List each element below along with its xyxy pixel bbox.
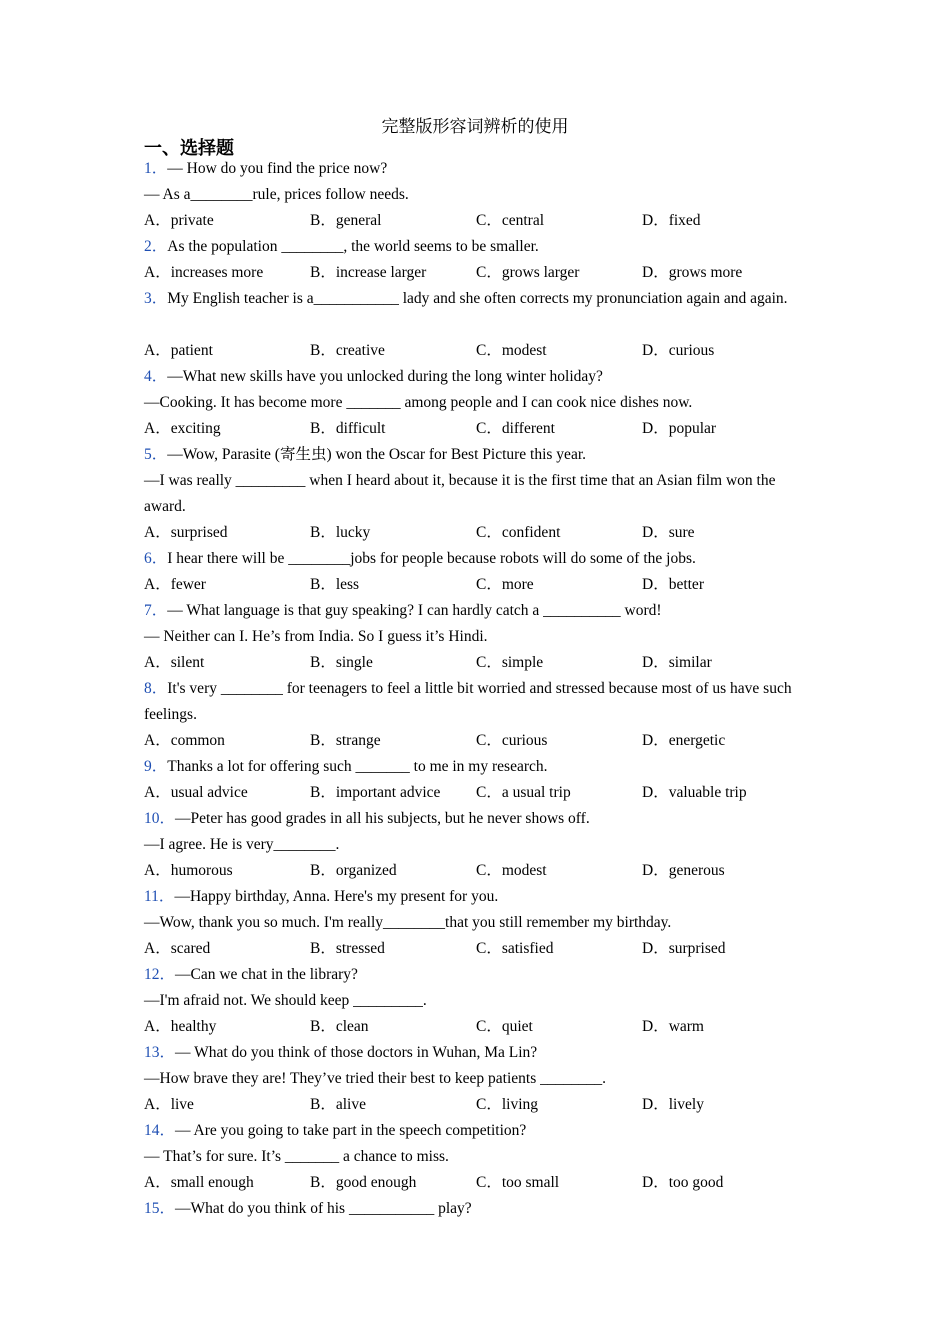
question-stem xyxy=(144,442,808,468)
question-number: 10． xyxy=(144,810,176,827)
answer-option[interactable]: D．popular xyxy=(642,420,717,437)
answer-options xyxy=(144,1170,808,1196)
question-stem xyxy=(144,234,808,260)
question-stem xyxy=(144,364,808,390)
answer-option[interactable]: B．lucky xyxy=(310,524,371,541)
question-item xyxy=(144,546,808,598)
question-text: —What new skills have you unlocked during the long winter holiday? xyxy=(167,368,603,385)
answer-options xyxy=(144,1014,808,1040)
answer-option[interactable]: C．confident xyxy=(476,524,561,541)
question-stem xyxy=(144,1118,808,1144)
question-item xyxy=(144,1196,808,1222)
answer-option[interactable]: D．warm xyxy=(642,1018,704,1035)
answer-option[interactable]: B．difficult xyxy=(310,420,386,437)
question-text: — What do you think of those doctors in Wuhan, Ma Lin? xyxy=(175,1044,538,1061)
answer-option[interactable]: B．stressed xyxy=(310,940,385,957)
question-number: 2． xyxy=(144,238,168,255)
answer-option[interactable]: A．small enough xyxy=(144,1174,254,1191)
question-stem xyxy=(144,286,808,338)
question-stem xyxy=(144,1196,808,1222)
answer-option[interactable]: B．increase larger xyxy=(310,264,427,281)
answer-options xyxy=(144,728,808,754)
question-number: 8． xyxy=(144,680,168,697)
answer-options xyxy=(144,780,808,806)
answer-option[interactable]: D．better xyxy=(642,576,704,593)
answer-option[interactable]: B．less xyxy=(310,576,360,593)
question-stem xyxy=(144,598,808,624)
answer-options xyxy=(144,416,808,442)
question-number: 14． xyxy=(144,1122,176,1139)
section-heading: 一、选择题 xyxy=(144,138,234,159)
question-text: It's very ________ for teenagers to feel a little bit worried and stressed because most of us have such feelings. xyxy=(144,680,792,723)
answer-option[interactable]: D．fixed xyxy=(642,212,701,229)
question-stem xyxy=(144,546,808,572)
question-stem xyxy=(144,676,808,728)
question-text: My English teacher is a___________ lady and she often corrects my pronunciation again and again. xyxy=(167,290,788,307)
answer-option[interactable]: A．usual advice xyxy=(144,784,248,801)
answer-option[interactable]: B．alive xyxy=(310,1096,366,1113)
answer-options xyxy=(144,208,808,234)
question-text: —Cooking. It has become more _______ among people and I can cook nice dishes now. xyxy=(144,394,693,411)
answer-option[interactable]: A．humorous xyxy=(144,862,233,879)
answer-option[interactable]: B．clean xyxy=(310,1018,369,1035)
question-dialogue-line xyxy=(144,988,808,1014)
answer-option[interactable]: A．common xyxy=(144,732,225,749)
document-title: 完整版形容词辨析的使用 xyxy=(381,117,569,137)
answer-option[interactable]: B．important advice xyxy=(310,784,441,801)
question-item xyxy=(144,806,808,884)
answer-option[interactable]: B．general xyxy=(310,212,382,229)
answer-option[interactable]: C．different xyxy=(476,420,555,437)
question-text: —Peter has good grades in all his subjects, but he never shows off. xyxy=(175,810,590,827)
question-text: As the population ________, the world seems to be smaller. xyxy=(167,238,539,255)
answer-option[interactable]: D．grows more xyxy=(642,264,743,281)
question-stem xyxy=(144,156,808,182)
question-item xyxy=(144,598,808,676)
question-dialogue-line xyxy=(144,624,808,650)
answer-option[interactable]: C．quiet xyxy=(476,1018,533,1035)
answer-option[interactable]: B．good enough xyxy=(310,1174,417,1191)
question-text: Thanks a lot for offering such _______ to me in my research. xyxy=(167,758,548,775)
answer-option[interactable]: D．similar xyxy=(642,654,712,671)
question-item xyxy=(144,234,808,286)
question-text: — What language is that guy speaking? I can hardly catch a __________ word! xyxy=(167,602,662,619)
question-stem xyxy=(144,754,808,780)
question-item xyxy=(144,1040,808,1118)
question-number: 1． xyxy=(144,160,168,177)
question-item xyxy=(144,442,808,546)
question-stem xyxy=(144,1040,808,1066)
question-dialogue-line xyxy=(144,1066,808,1092)
answer-option[interactable]: A．silent xyxy=(144,654,205,671)
answer-option[interactable]: D．generous xyxy=(642,862,725,879)
question-number: 12． xyxy=(144,966,176,983)
answer-option[interactable]: A．surprised xyxy=(144,524,228,541)
question-item xyxy=(144,884,808,962)
question-text: —I agree. He is very________. xyxy=(144,836,340,853)
answer-option[interactable]: B．strange xyxy=(310,732,381,749)
answer-option[interactable]: A．increases more xyxy=(144,264,264,281)
question-dialogue-line xyxy=(144,390,808,416)
question-dialogue-line xyxy=(144,910,808,936)
answer-option[interactable]: A．scared xyxy=(144,940,211,957)
answer-option[interactable]: A．exciting xyxy=(144,420,221,437)
question-text: —How brave they are! They’ve tried their best to keep patients ________. xyxy=(144,1070,606,1087)
answer-option[interactable]: A．live xyxy=(144,1096,194,1113)
question-text: — As a________rule, prices follow needs. xyxy=(144,186,409,203)
question-number: 6． xyxy=(144,550,168,567)
question-text: —I'm afraid not. We should keep _________. xyxy=(144,992,427,1009)
answer-option[interactable]: B．creative xyxy=(310,342,385,359)
question-item xyxy=(144,676,808,754)
question-dialogue-line xyxy=(144,468,808,520)
question-text: — How do you find the price now? xyxy=(167,160,388,177)
question-dialogue-line xyxy=(144,1144,808,1170)
answer-option[interactable]: C．modest xyxy=(476,342,547,359)
answer-options xyxy=(144,858,808,884)
question-number: 5． xyxy=(144,446,168,463)
question-stem xyxy=(144,806,808,832)
answer-option[interactable]: B．organized xyxy=(310,862,397,879)
question-item xyxy=(144,364,808,442)
question-number: 9． xyxy=(144,758,168,775)
answer-option[interactable]: C．modest xyxy=(476,862,547,879)
question-item xyxy=(144,286,808,364)
question-text: — That’s for sure. It’s _______ a chance to miss. xyxy=(144,1148,449,1165)
question-text: —Wow, Parasite (寄生虫) won the Oscar for Best Picture this year. xyxy=(167,446,587,463)
question-dialogue-line xyxy=(144,182,808,208)
question-number: 7． xyxy=(144,602,168,619)
question-text: — Neither can I. He’s from India. So I guess it’s Hindi. xyxy=(144,628,488,645)
answer-options xyxy=(144,338,808,364)
answer-options xyxy=(144,650,808,676)
question-number: 13． xyxy=(144,1044,176,1061)
answer-option[interactable]: A．healthy xyxy=(144,1018,217,1035)
question-item xyxy=(144,1118,808,1196)
question-text: —What do you think of his ___________ play? xyxy=(175,1200,472,1217)
question-text: I hear there will be ________jobs for people because robots will do some of the jobs. xyxy=(167,550,696,567)
question-item xyxy=(144,962,808,1040)
answer-options xyxy=(144,1092,808,1118)
question-number: 11． xyxy=(144,888,175,905)
answer-options xyxy=(144,520,808,546)
answer-option[interactable]: C．curious xyxy=(476,732,548,749)
answer-option[interactable]: C．satisfied xyxy=(476,940,554,957)
answer-option[interactable]: C．grows larger xyxy=(476,264,580,281)
question-stem xyxy=(144,962,808,988)
answer-option[interactable]: D．valuable trip xyxy=(642,784,747,801)
answer-option[interactable]: A．private xyxy=(144,212,214,229)
question-number: 4． xyxy=(144,368,168,385)
question-text: — Are you going to take part in the speech competition? xyxy=(175,1122,527,1139)
answer-option[interactable]: D．too good xyxy=(642,1174,724,1191)
answer-option[interactable]: C．simple xyxy=(476,654,544,671)
answer-option[interactable]: C．living xyxy=(476,1096,539,1113)
answer-option[interactable]: C．central xyxy=(476,212,545,229)
answer-option[interactable]: C．too small xyxy=(476,1174,560,1191)
question-item xyxy=(144,754,808,806)
question-text: —Can we chat in the library? xyxy=(175,966,358,983)
answer-option[interactable]: A．fewer xyxy=(144,576,206,593)
question-text: —Wow, thank you so much. I'm really________that you still remember my birthday. xyxy=(144,914,672,931)
question-number: 15． xyxy=(144,1200,176,1217)
question-text: —I was really _________ when I heard about it, because it is the first time that an Asian film won the award. xyxy=(144,472,776,515)
answer-option[interactable]: C．more xyxy=(476,576,534,593)
answer-option[interactable]: A．patient xyxy=(144,342,213,359)
question-number: 3． xyxy=(144,290,168,307)
answer-option[interactable]: D．energetic xyxy=(642,732,726,749)
answer-options xyxy=(144,936,808,962)
answer-option[interactable]: D．surprised xyxy=(642,940,726,957)
answer-option[interactable]: C．a usual trip xyxy=(476,784,571,801)
answer-option[interactable]: B．single xyxy=(310,654,373,671)
answer-options xyxy=(144,572,808,598)
answer-options xyxy=(144,260,808,286)
answer-option[interactable]: D．sure xyxy=(642,524,695,541)
answer-option[interactable]: D．curious xyxy=(642,342,715,359)
question-list xyxy=(144,156,808,1222)
question-stem xyxy=(144,884,808,910)
answer-option[interactable]: D．lively xyxy=(642,1096,704,1113)
question-dialogue-line xyxy=(144,832,808,858)
question-text: —Happy birthday, Anna. Here's my present for you. xyxy=(174,888,499,905)
question-item xyxy=(144,156,808,234)
